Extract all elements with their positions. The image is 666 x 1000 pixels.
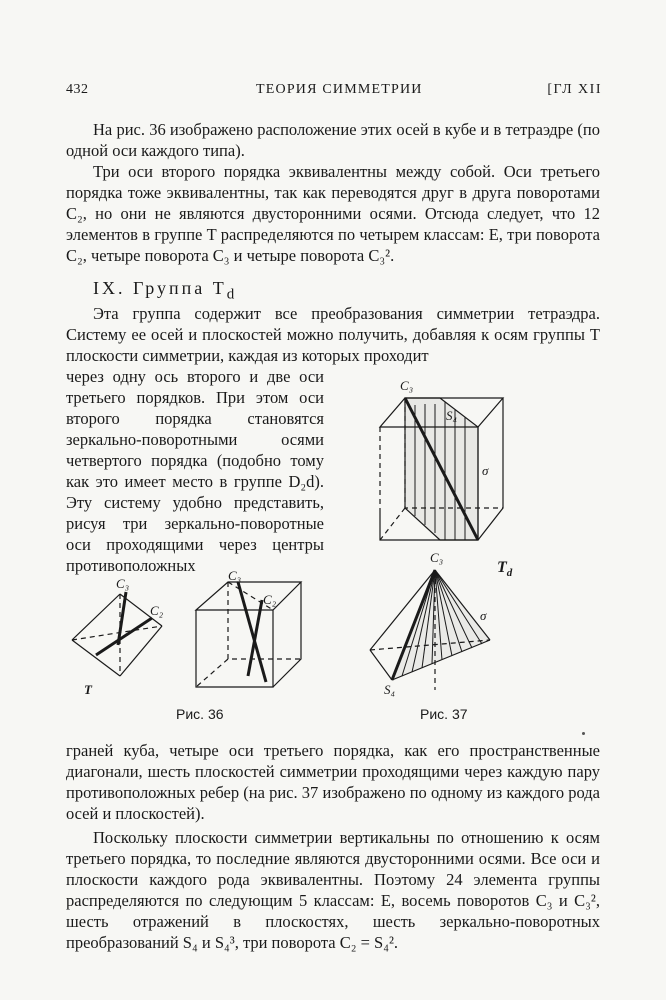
- paragraph-3-wrapped: через одну ось второго и две оси третьего порядков. При этом оси второго порядка становятся зеркально-поворотными осями четвертого порядка (подобно тому как это имеет место в группе D₂d). Эту систему удобно представить, рисуя три зеркально-поворотные оси проходящими через центры противоположных: [66, 367, 324, 575]
- fig37-tetrahedron: [370, 550, 513, 697]
- fig36-cube: [196, 568, 301, 687]
- label-sigma-cube37: σ: [482, 463, 489, 478]
- paragraph-5: Поскольку плоскости симметрии вертикальны по отношению к осям третьего порядка, то последние являются двусторонними осями. Все оси и плоскости каждого рода эквивалентны. Поэтому 24 элемента группы распределяются по следующим 5 классам: E, восемь поворотов C₃ и C₃², шесть отражений в плоскостях, шесть зеркально-поворотных преобразований S₄ и S₄³, три поворота C₂ = S₄².: [66, 828, 600, 952]
- speck: [582, 732, 585, 735]
- label-s4-fig37b: S₄: [384, 682, 396, 697]
- label-t: T: [84, 682, 92, 697]
- label-c3-fig36b: C₃: [228, 568, 242, 583]
- chapter-label: [ГЛ XII: [547, 82, 602, 97]
- label-c3-fig36a: C₃: [116, 576, 130, 591]
- label-c3-cube37: C₃: [400, 378, 414, 393]
- fig36-caption: Рис. 36: [176, 706, 224, 722]
- label-c3-fig37b: C₃: [430, 550, 444, 565]
- label-s4-cube37: S₄: [446, 408, 458, 423]
- paragraph-3: Эта группа содержит все преобразования симметрии тетраэдра. Систему ее осей и плоскостей можно получить, добавляя к осям группы T плоскости симметрии, каждая из которых проходит: [66, 304, 600, 365]
- paragraph-2: Три оси второго порядка эквивалентны между собой. Оси третьего порядка тоже эквивалентны, так как переводятся друг в друга поворотами C₂, но они не являются двусторонними осями. Отсюда следует, что 12 элементов в группе T распределяются по четырем классам: E, три поворота C₂, четыре поворота C₃ и четыре поворота C₃².: [66, 162, 600, 265]
- paragraph-1: На рис. 36 изображено расположение этих осей в кубе и в тетраэдре (по одной оси каждого типа).: [66, 120, 600, 160]
- section-heading: IX. Группа $T_d$: [93, 278, 238, 303]
- running-title: ТЕОРИЯ СИММЕТРИИ: [256, 82, 423, 97]
- fig36-tetrahedron: [72, 576, 164, 697]
- label-c2-fig36a: C₂: [150, 603, 164, 618]
- label-sigma-fig37b: σ: [480, 608, 487, 623]
- paragraph-4: граней куба, четыре оси третьего порядка, как его пространственные диагонали, шесть плоскостей симметрии проходящими через каждую пару противоположных ребер (на рис. 37 изображено по одному из каждого рода осей и плоскостей).: [66, 741, 600, 823]
- label-c2-fig36b: C₂: [263, 592, 277, 607]
- fig37-caption: Рис. 37: [420, 706, 468, 722]
- label-td: $T_d$: [497, 559, 513, 579]
- fig37-cube: [380, 378, 503, 540]
- page-number: 432: [66, 82, 89, 97]
